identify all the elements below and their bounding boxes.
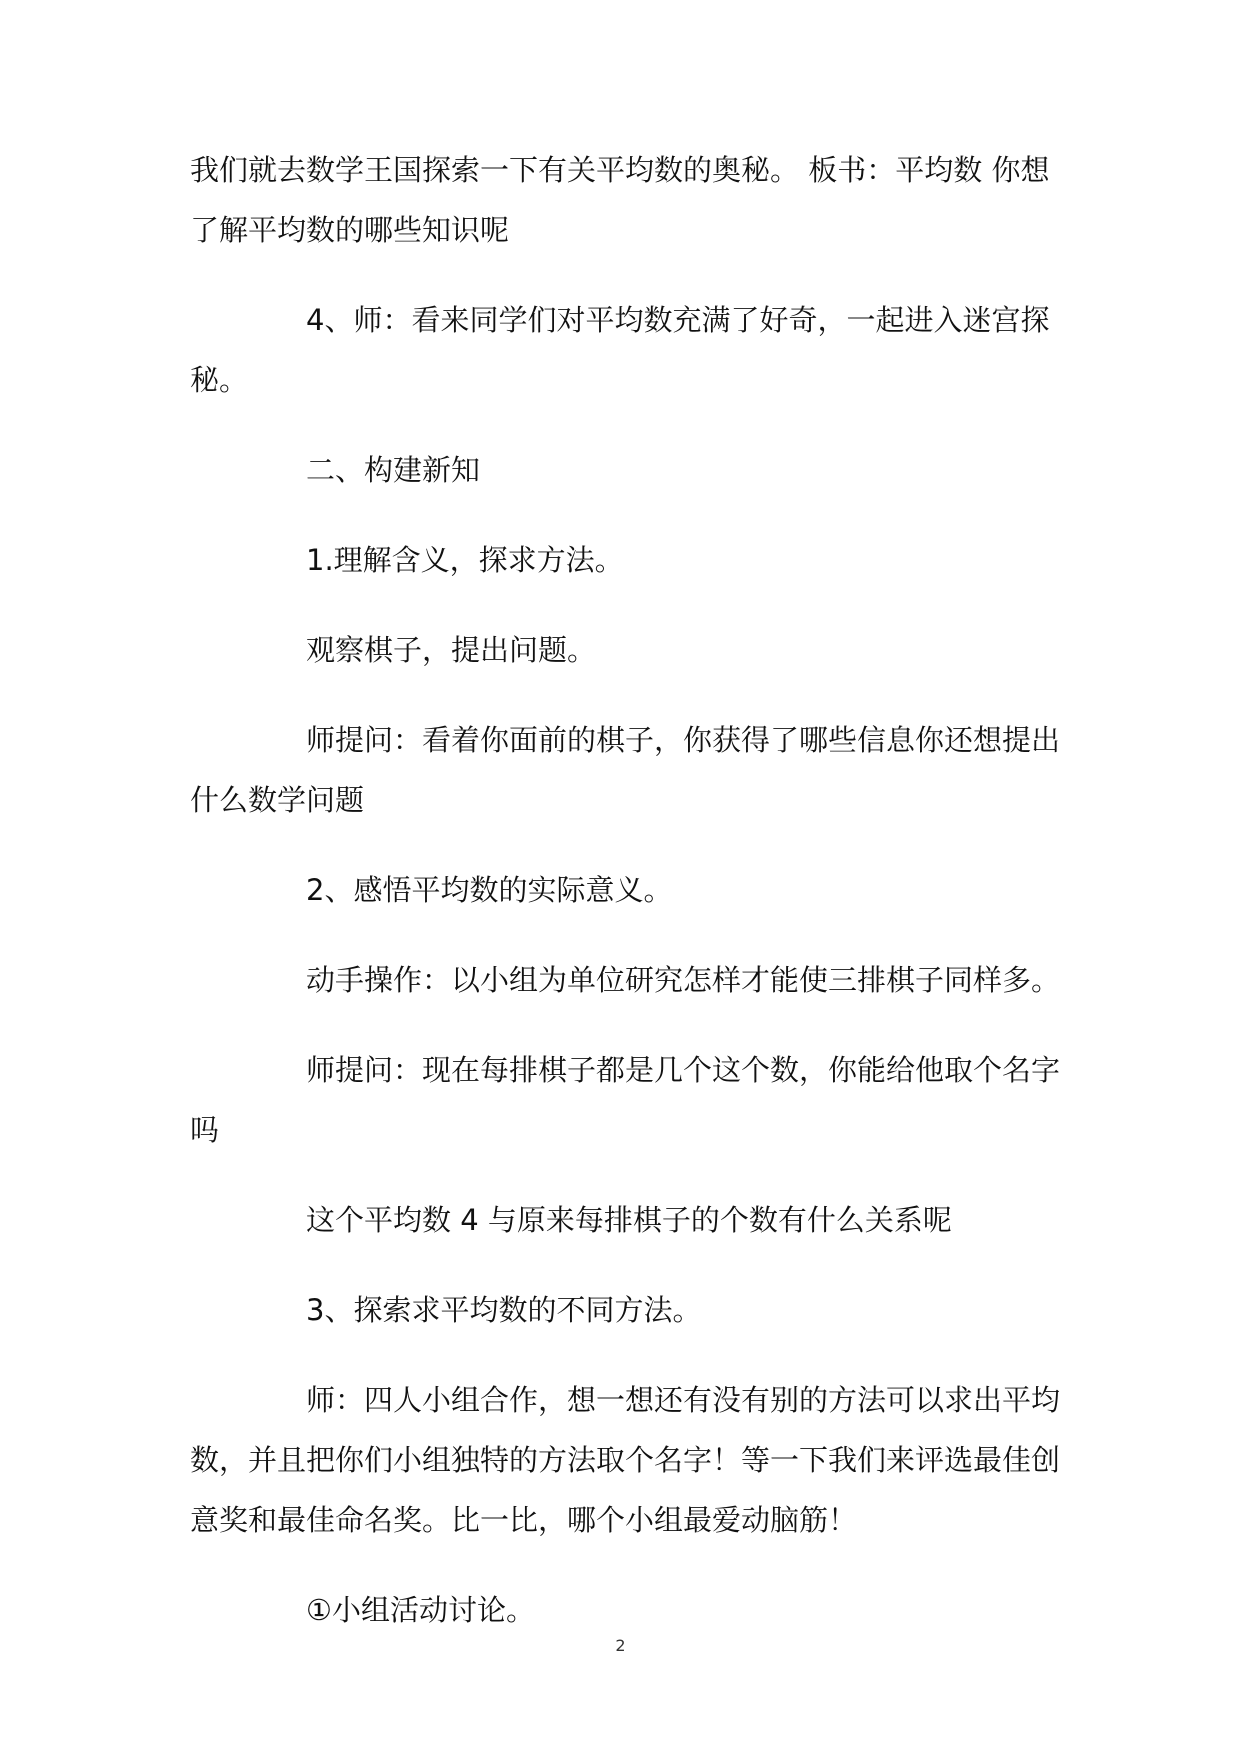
paragraph: 这个平均数 4 与原来每排棋子的个数有什么关系呢	[306, 1203, 952, 1237]
paragraph: 动手操作：以小组为单位研究怎样才能使三排棋子同样多。	[306, 963, 1061, 997]
document-body	[190, 140, 1070, 1670]
paragraph: 师：四人小组合作，想一想还有没有别的方法可以求出平均数，并且把你们小组独特的方法取个名字！等一下我们来评选最佳创意奖和最佳命名奖。比一比，哪个小组最爱动脑筋！	[190, 1383, 1061, 1537]
subsection-heading: 3、探索求平均数的不同方法。	[306, 1293, 702, 1327]
page-number: 2	[615, 1636, 626, 1655]
paragraph: ①小组活动讨论。	[306, 1593, 535, 1627]
paragraph: 师提问：看着你面前的棋子，你获得了哪些信息你还想提出什么数学问题	[190, 723, 1061, 817]
paragraph: 我们就去数学王国探索一下有关平均数的奥秘。 板书：平均数 你想了解平均数的哪些知识呢	[190, 153, 1050, 247]
paragraph: 观察棋子，提出问题。	[306, 633, 597, 667]
paragraph: 4、师：看来同学们对平均数充满了好奇，一起进入迷宫探秘。	[190, 303, 1050, 397]
subsection-heading: 1.理解含义，探求方法。	[306, 543, 624, 577]
section-heading: 二、构建新知	[306, 453, 481, 487]
paragraph: 师提问：现在每排棋子都是几个这个数，你能给他取个名字吗	[190, 1053, 1061, 1147]
subsection-heading: 2、感悟平均数的实际意义。	[306, 873, 673, 907]
